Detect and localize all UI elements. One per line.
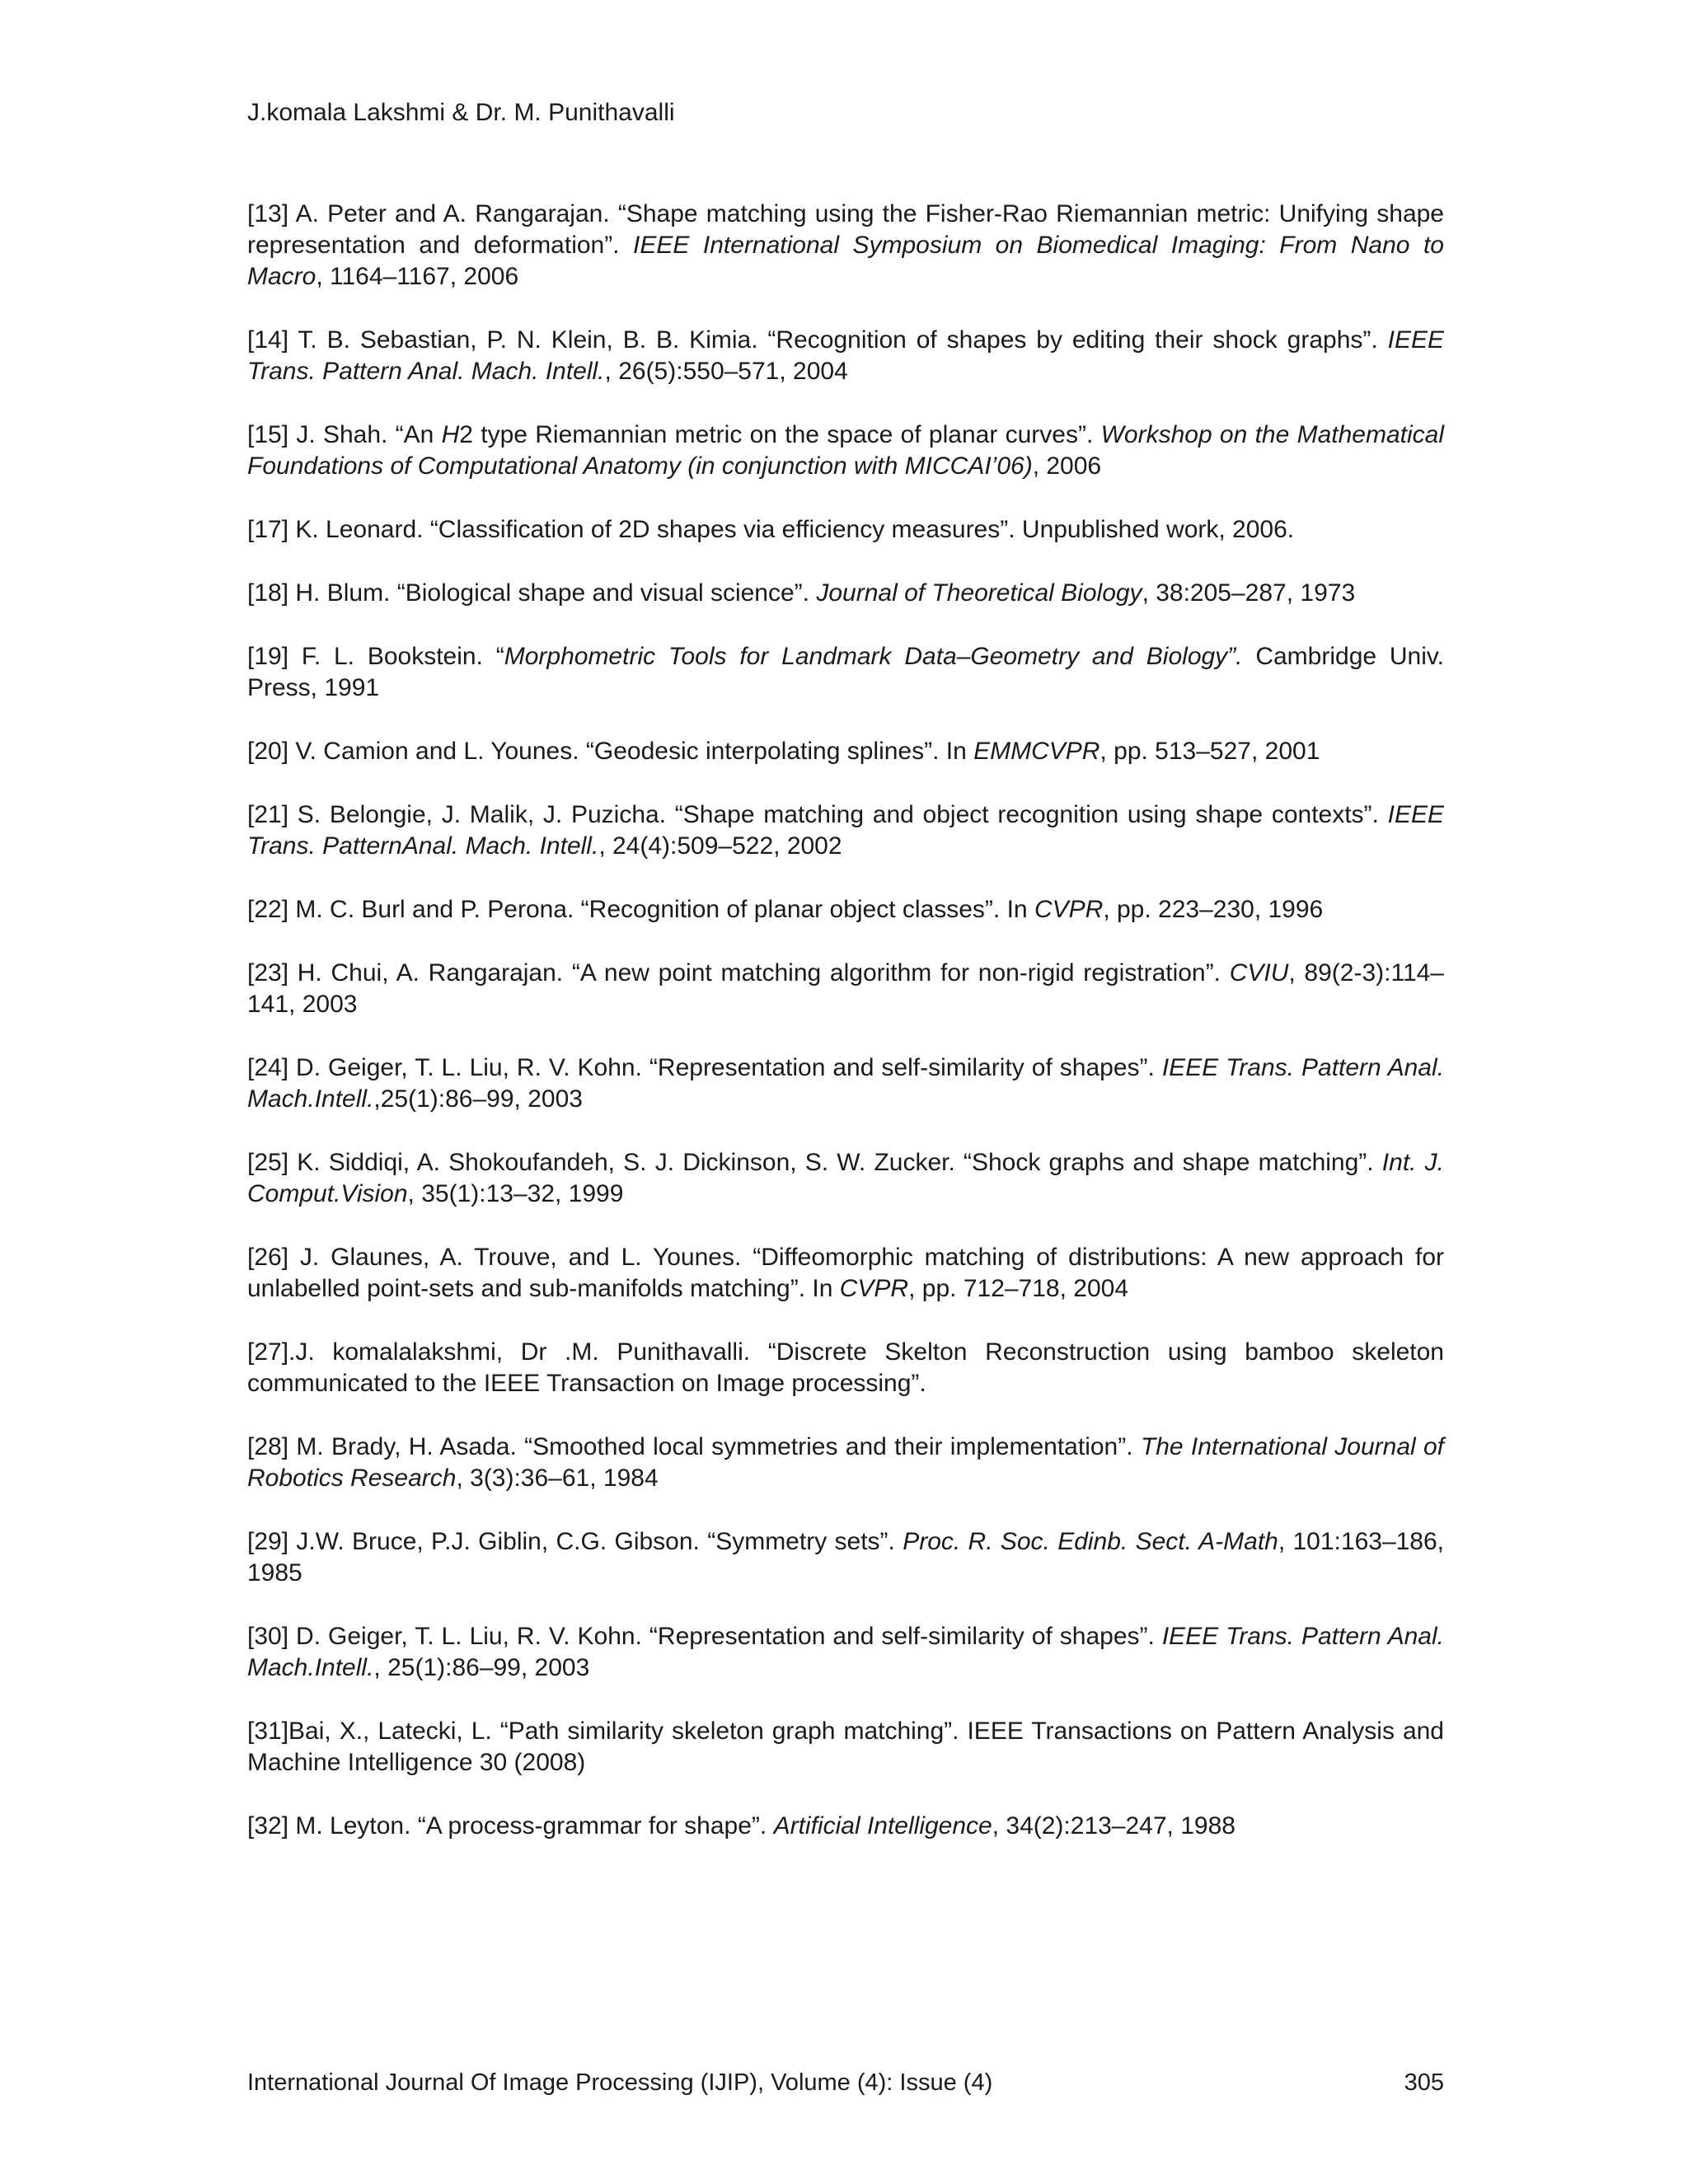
page-number: 305 — [1404, 2069, 1444, 2096]
reference-venue-italic: Artificial Intelligence — [773, 1812, 992, 1840]
reference-text: [15] J. Shah. “An — [247, 421, 442, 448]
reference-venue-italic: IEEE Trans. Pattern Anal. Mach.Intell. — [247, 1054, 1444, 1113]
reference-entry — [247, 799, 1444, 862]
reference-text: , 3(3):36–61, 1984 — [456, 1465, 659, 1492]
reference-venue-italic: IEEE International Symposium on Biomedical Imaging: From Nano to Macro — [247, 232, 1444, 290]
reference-entry — [247, 199, 1444, 293]
reference-entry — [247, 1811, 1444, 1842]
footer-journal: International Journal Of Image Processing (IJIP), Volume (4): Issue (4) — [247, 2069, 993, 2096]
reference-text: [14] T. B. Sebastian, P. N. Klein, B. B. Kimia. “Recognition of shapes by editing their shock graphs”. — [247, 326, 1388, 354]
reference-text: [22] M. C. Burl and P. Perona. “Recognition of planar object classes”. In — [247, 896, 1034, 923]
header-authors: J.komala Lakshmi & Dr. M. Punithavalli — [247, 99, 675, 126]
reference-venue-italic: IEEE Trans. Pattern Anal. Mach.Intell. — [247, 1623, 1444, 1681]
reference-entry — [247, 1242, 1444, 1305]
reference-entry — [247, 894, 1444, 926]
reference-venue-italic: Int. J. Comput.Vision — [247, 1149, 1444, 1207]
reference-entry — [247, 1147, 1444, 1210]
reference-text: [23] H. Chui, A. Rangarajan. “A new point matching algorithm for non-rigid registration”. — [247, 959, 1230, 987]
reference-text: , 89(2-3):114–141, 2003 — [247, 959, 1444, 1018]
reference-text: [17] K. Leonard. “Classification of 2D shapes via efficiency measures”. Unpublished work, 2006. — [247, 516, 1295, 543]
reference-venue-italic: IEEE Trans. Pattern Anal. Mach. Intell. — [247, 326, 1444, 385]
reference-text: [32] M. Leyton. “A process-grammar for shape”. — [247, 1812, 774, 1840]
reference-text: ,25(1):86–99, 2003 — [373, 1085, 583, 1113]
reference-text: [20] V. Camion and L. Younes. “Geodesic interpolating splines”. In — [247, 738, 974, 765]
reference-venue-italic: H — [441, 421, 460, 448]
reference-text: 2 type Riemannian metric on the space of planar curves”. — [459, 421, 1101, 448]
reference-text: [31]Bai, X., Latecki, L. “Path similarity skeleton graph matching”. IEEE Transactions on Pattern Analysis and Machine Intelligence 30 (2008) — [247, 1718, 1444, 1776]
reference-text: , 34(2):213–247, 1988 — [992, 1812, 1236, 1840]
reference-venue-italic: EMMCVPR — [973, 738, 1100, 765]
reference-entry — [247, 958, 1444, 1020]
reference-text: [27].J. komalalakshmi, Dr .M. Punithavalli. “Discrete Skelton Reconstruction using bamboo skeleton communicated to the IEEE Transaction on Image processing”. — [247, 1338, 1444, 1397]
reference-text: [25] K. Siddiqi, A. Shokoufandeh, S. J. Dickinson, S. W. Zucker. “Shock graphs and shape matching”. — [247, 1149, 1382, 1176]
reference-text: , 25(1):86–99, 2003 — [373, 1654, 590, 1681]
reference-list — [247, 199, 1444, 1874]
reference-venue-italic: Journal of Theoretical Biology — [816, 579, 1142, 607]
running-header — [247, 97, 675, 129]
reference-entry — [247, 1716, 1444, 1779]
reference-venue-italic: Workshop on the Mathematical Foundations of Computational Anatomy (in conjunction with MICCAI’06) — [247, 421, 1444, 480]
reference-text: [21] S. Belongie, J. Malik, J. Puzicha. “Shape matching and object recognition using shape contexts”. — [247, 801, 1388, 828]
page-footer — [247, 2067, 1444, 2098]
reference-entry — [247, 641, 1444, 704]
reference-text: [24] D. Geiger, T. L. Liu, R. V. Kohn. “Representation and self-similarity of shapes”. — [247, 1054, 1162, 1081]
reference-text: , 24(4):509–522, 2002 — [598, 832, 842, 860]
reference-text: , pp. 513–527, 2001 — [1100, 738, 1320, 765]
reference-entry — [247, 1052, 1444, 1115]
reference-venue-italic: Proc. R. Soc. Edinb. Sect. A-Math — [903, 1528, 1278, 1555]
reference-entry — [247, 325, 1444, 387]
reference-text: [19] F. L. Bookstein. “ — [247, 643, 504, 670]
reference-venue-italic: The International Journal of Robotics Research — [247, 1433, 1445, 1492]
reference-entry — [247, 1337, 1444, 1399]
reference-text: [29] J.W. Bruce, P.J. Giblin, C.G. Gibson. “Symmetry sets”. — [247, 1528, 903, 1555]
reference-text: , pp. 712–718, 2004 — [908, 1275, 1129, 1302]
reference-text: [28] M. Brady, H. Asada. “Smoothed local symmetries and their implementation”. — [247, 1433, 1141, 1460]
reference-text: [30] D. Geiger, T. L. Liu, R. V. Kohn. “Representation and self-similarity of shapes”. — [247, 1623, 1162, 1650]
reference-text: , pp. 223–230, 1996 — [1103, 896, 1324, 923]
reference-text: [18] H. Blum. “Biological shape and visual science”. — [247, 579, 817, 607]
reference-entry — [247, 1432, 1444, 1494]
reference-text: , 101:163–186, 1985 — [247, 1528, 1445, 1586]
reference-text: Cambridge Univ. Press, 1991 — [247, 643, 1444, 701]
reference-venue-italic: CVPR — [839, 1275, 909, 1302]
reference-text: , 26(5):550–571, 2004 — [604, 358, 848, 385]
reference-text: [26] J. Glaunes, A. Trouve, and L. Younes. “Diffeomorphic matching of distributions: A new approach for unlabelled point-sets and sub-manifolds matching”. In — [247, 1244, 1444, 1302]
reference-text: [13] A. Peter and A. Rangarajan. “Shape matching using the Fisher-Rao Riemannian metric: Unifying shape representation and deformation”. — [247, 200, 1444, 259]
reference-venue-italic: CVPR — [1034, 896, 1104, 923]
reference-entry — [247, 736, 1444, 767]
reference-text: , 35(1):13–32, 1999 — [407, 1180, 624, 1207]
reference-text: , 38:205–287, 1973 — [1142, 579, 1356, 607]
reference-venue-italic: Morphometric Tools for Landmark Data–Geometry and Biology”. — [504, 643, 1243, 670]
reference-entry — [247, 419, 1444, 482]
reference-entry — [247, 514, 1444, 546]
reference-venue-italic: IEEE Trans. PatternAnal. Mach. Intell. — [247, 801, 1444, 860]
reference-text: , 2006 — [1032, 452, 1102, 480]
reference-entry — [247, 1526, 1444, 1589]
reference-venue-italic: CVIU — [1229, 959, 1289, 987]
reference-text: , 1164–1167, 2006 — [316, 263, 519, 290]
reference-entry — [247, 578, 1444, 609]
reference-entry — [247, 1621, 1444, 1684]
